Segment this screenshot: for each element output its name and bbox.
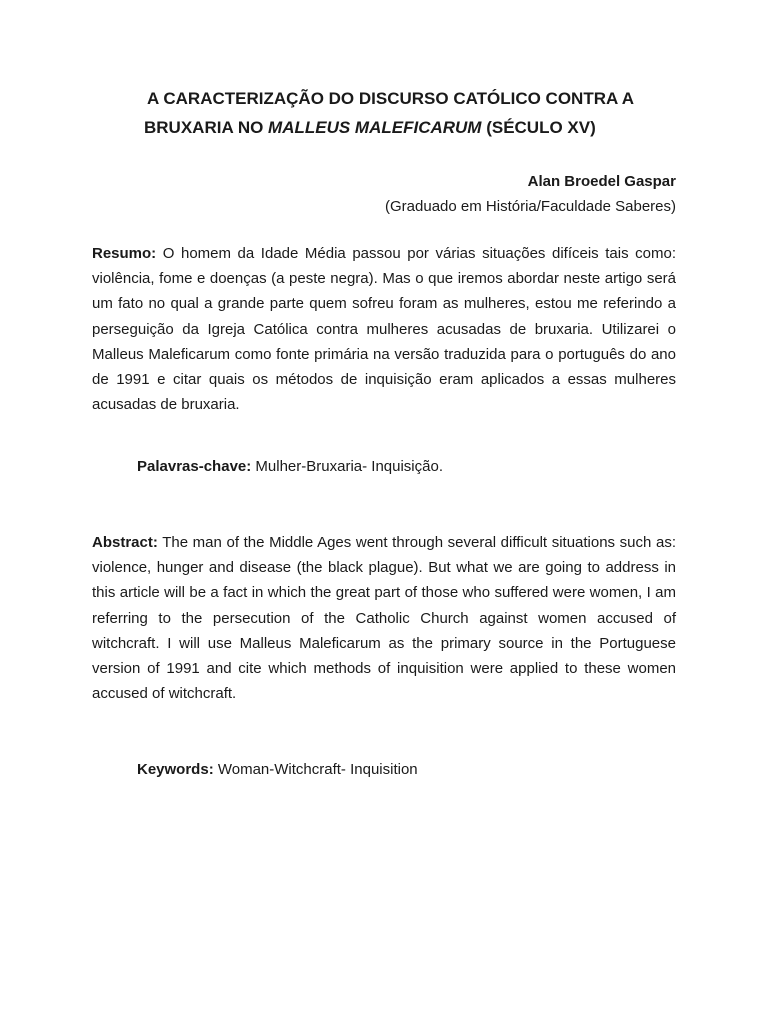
author-name: Alan Broedel Gaspar	[527, 173, 676, 190]
palavras-chave-line	[137, 454, 443, 479]
resumo-label: Resumo:	[92, 245, 157, 262]
title-italic-work: MALLEUS MALEFICARUM	[268, 118, 482, 137]
keywords-label: Keywords:	[137, 761, 214, 778]
palavras-chave-text: Mulher-Bruxaria- Inquisição.	[251, 458, 443, 475]
abstract-paragraph	[92, 530, 676, 706]
resumo-paragraph	[92, 241, 676, 417]
title-line-1: A CARACTERIZAÇÃO DO DISCURSO CATÓLICO CONTRA A	[147, 89, 634, 108]
keywords-line	[137, 757, 418, 782]
abstract-label: Abstract:	[92, 534, 158, 551]
article-title	[144, 84, 684, 142]
title-line-2	[144, 113, 684, 142]
title-line-2-suffix: (SÉCULO XV)	[481, 118, 596, 137]
title-line-2-prefix: BRUXARIA NO	[144, 118, 269, 137]
palavras-chave-label: Palavras-chave:	[137, 458, 252, 475]
author-block	[385, 169, 676, 219]
keywords-text: Woman-Witchcraft- Inquisition	[213, 761, 418, 778]
author-affiliation: (Graduado em História/Faculdade Saberes)	[385, 198, 676, 215]
resumo-text: O homem da Idade Média passou por várias situações difíceis tais como: violência, fome e doenças (a peste negra). Mas o que iremos abordar neste artigo será um fato no qual a grande parte quem sofreu foram as mulheres, estou me referindo a perseguição da Igreja Católica contra mulheres acusadas de bruxaria. Utilizarei o Malleus Maleficarum como fonte primária na versão traduzida para o português do ano de 1991 e citar quais os métodos de inquisição eram aplicados a essas mulheres acusadas de bruxaria.	[92, 245, 676, 414]
abstract-text: The man of the Middle Ages went through several difficult situations such as: violence, hunger and disease (the black plague). But what we are going to address in this article will be a fact in which the great part of those who suffered were women, I am referring to the persecution of the Catholic Church against women accused of witchcraft. I will use Malleus Maleficarum as the primary source in the Portuguese version of 1991 and cite which methods of inquisition were applied to these women accused of witchcraft.	[92, 534, 676, 703]
